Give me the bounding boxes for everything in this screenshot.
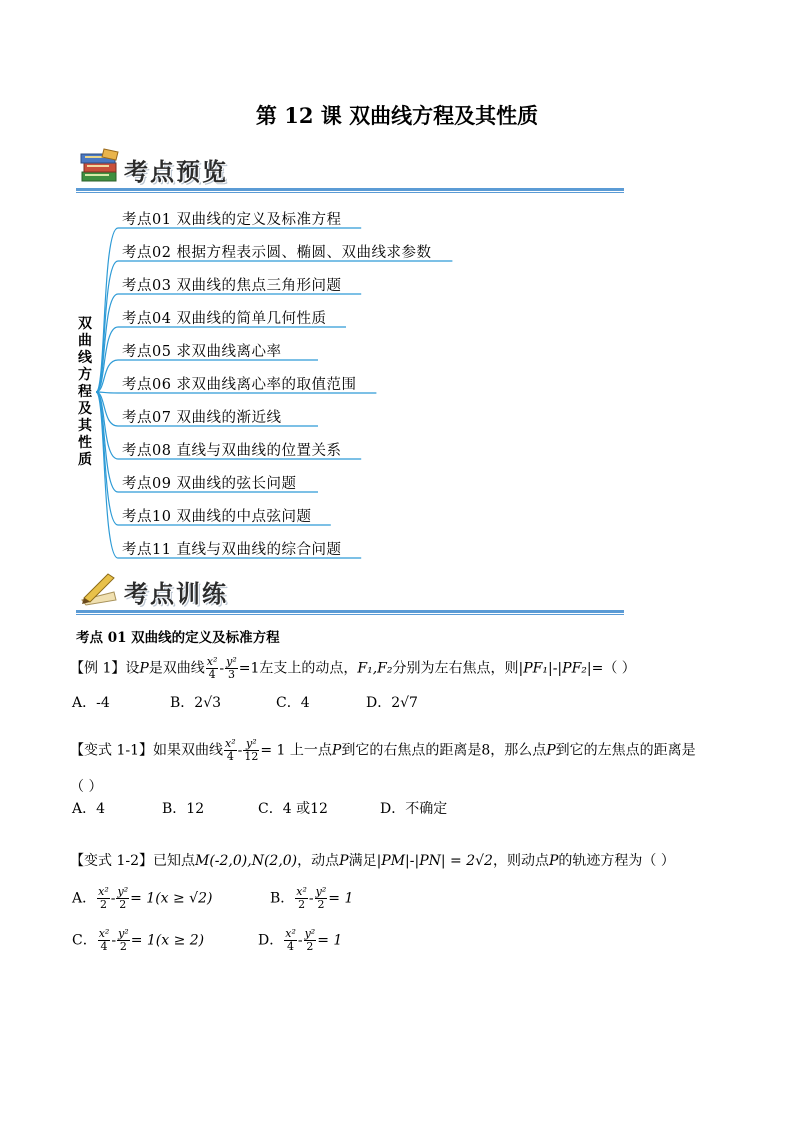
topic-item: 考点09 双曲线的弦长问题	[122, 476, 297, 492]
q1-option-b: B．2√3	[170, 695, 222, 711]
fraction: $\frac{\text{y²}}{2}$	[315, 885, 327, 911]
q3-option-d: D． $\frac{\text{x²}}{4}$ - $\frac{\text{y²}}{2}$ = 1	[258, 927, 343, 953]
page-title: 第 12 课 双曲线方程及其性质	[255, 103, 539, 128]
tree-root-char: 双	[78, 316, 92, 332]
section-divider-thin	[76, 614, 624, 615]
question-3: 【变式 1-2】已知点M(-2,0),N(2,0)，动点P满足|PM|-|PN| = 2√2，则动点P的轨迹方程为（ ）	[70, 853, 675, 869]
tree-root-char: 其	[78, 418, 92, 434]
tree-root-char: 方	[78, 367, 92, 383]
q3-option-c: C． $\frac{\text{x²}}{4}$ - $\frac{\text{y²}}{2}$ = 1(x ≥ 2)	[72, 927, 205, 953]
tree-root-char: 质	[78, 452, 92, 468]
topic-item: 考点10 双曲线的中点弦问题	[122, 509, 312, 525]
q2-option-b: B．12	[162, 801, 205, 817]
tree-root-char: 性	[78, 435, 92, 451]
tree-root-char: 线	[78, 350, 92, 366]
section-divider	[76, 610, 624, 613]
fraction: $\frac{\text{x²}}{2}$	[296, 885, 307, 911]
topic-item: 考点06 求双曲线离心率的取值范围	[122, 377, 357, 393]
topic-item: 考点05 求双曲线离心率	[122, 344, 282, 360]
tree-root-char: 及	[78, 401, 92, 417]
topic-item: 考点04 双曲线的简单几何性质	[122, 311, 327, 327]
question-2-paren: （ ）	[70, 779, 103, 795]
fraction: $\frac{\text{x²}}{4}$	[206, 655, 218, 681]
topic-item: 考点07 双曲线的渐近线	[122, 410, 282, 426]
q1-option-c: C．4	[276, 695, 310, 711]
q3-option-a: A． $\frac{\text{x²}}{2}$ - $\frac{\text{y²}}{2}$ = 1(x ≥ √2)	[72, 885, 213, 911]
topic-item: 考点01 双曲线的定义及标准方程	[122, 212, 342, 228]
topic-item: 考点11 直线与双曲线的综合问题	[122, 542, 342, 558]
q2-option-d: D．不确定	[380, 801, 448, 817]
question-1: 【例 1】设P是双曲线 $\frac{\text{x²}}{4}$ - $\frac{\text{y²}}{3}$ =1左支上的动点，F₁,F₂分别为左右焦点，则|PF₁|-|PF₂|=（ ）	[70, 655, 636, 681]
fraction: $\frac{\text{x²}}{4}$	[285, 927, 296, 953]
section-header-training	[76, 568, 624, 614]
pencil-note-icon	[78, 570, 120, 606]
question-tag: 【例 1】	[70, 660, 126, 677]
fraction: $\frac{\text{x²}}{4}$	[225, 737, 236, 763]
tree-connector	[96, 228, 118, 392]
q2-option-c: C．4 或12	[258, 801, 328, 817]
topic-item: 考点02 根据方程表示圆、椭圆、双曲线求参数	[122, 245, 432, 261]
tree-connector	[96, 294, 118, 392]
question-tag: 【变式 1-1】	[70, 742, 153, 759]
topic-item: 考点03 双曲线的焦点三角形问题	[122, 278, 342, 294]
topic-item: 考点08 直线与双曲线的位置关系	[122, 443, 342, 459]
question-2: 【变式 1-1】如果双曲线 $\frac{\text{x²}}{4}$ - $\frac{\text{y²}}{12}$ = 1 上一点P到它的右焦点的距离是8，那么点P到它的左焦点的距离是	[70, 737, 696, 763]
q3-option-b: B． $\frac{\text{x²}}{2}$ - $\frac{\text{y²}}{2}$ = 1	[270, 885, 354, 911]
tree-root-char: 程	[78, 384, 92, 400]
fraction: $\frac{\text{y²}}{3}$	[226, 655, 237, 681]
q1-option-a: A．-4	[72, 695, 110, 711]
fraction: $\frac{\text{x²}}{2}$	[98, 885, 109, 911]
section-label-training: 考点训练	[124, 580, 228, 608]
fraction: $\frac{\text{x²}}{4}$	[98, 927, 110, 953]
question-tag: 【变式 1-2】	[70, 853, 153, 869]
fraction: $\frac{\text{y²}}{2}$	[304, 927, 316, 953]
topic-heading: 考点 01 双曲线的定义及标准方程	[76, 630, 280, 646]
fraction: $\frac{\text{y²}}{2}$	[117, 885, 129, 911]
q1-option-d: D．2√7	[366, 695, 418, 711]
q2-option-a: A．4	[72, 801, 106, 817]
fraction: $\frac{\text{y²}}{2}$	[118, 927, 129, 953]
fraction: $\frac{\text{y²}}{12}$	[244, 737, 259, 763]
section-label-preview: 考点预览	[124, 158, 228, 186]
tree-root-char: 曲	[78, 333, 92, 349]
